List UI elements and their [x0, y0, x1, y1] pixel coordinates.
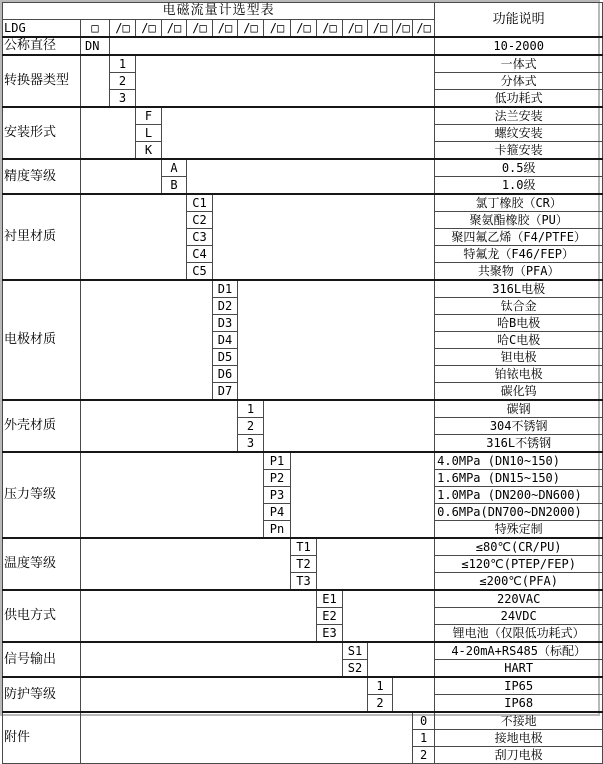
gap-cell	[213, 194, 435, 280]
model-prefix: LDG	[3, 20, 81, 38]
function-cell: 4.0MPa (DN10~150)	[435, 452, 603, 470]
function-cell: 接地电极	[435, 730, 603, 747]
function-cell: 卡箍安装	[435, 142, 603, 160]
gap-cell	[81, 194, 187, 280]
category-label: 衬里材质	[3, 194, 81, 280]
gap-cell	[368, 642, 435, 677]
code-cell: D1	[213, 280, 238, 298]
gap-cell	[81, 452, 264, 538]
category-row	[3, 590, 603, 608]
function-column-header: 功能说明	[435, 3, 603, 38]
code-cell: P4	[264, 504, 291, 521]
category-row	[3, 159, 603, 177]
category-row	[3, 107, 603, 125]
code-cell: D7	[213, 383, 238, 401]
code-cell: 0	[413, 712, 435, 730]
gap-cell	[81, 538, 291, 590]
code-cell: 1	[110, 55, 136, 73]
code-cell: D2	[213, 298, 238, 315]
code-cell: C2	[187, 212, 213, 229]
category-label: 外壳材质	[3, 400, 81, 452]
code-cell: 1	[368, 677, 393, 695]
category-label: 防护等级	[3, 677, 81, 712]
code-cell: C5	[187, 263, 213, 281]
model-slot-box: /□	[136, 20, 162, 38]
category-label: 公称直径	[3, 37, 81, 55]
code-cell: A	[162, 159, 187, 177]
code-cell: B	[162, 177, 187, 195]
code-cell: T2	[291, 556, 317, 573]
model-slot-box: /□	[343, 20, 368, 38]
code-cell: P1	[264, 452, 291, 470]
code-cell: P2	[264, 470, 291, 487]
function-cell: 220VAC	[435, 590, 603, 608]
function-cell: 螺纹安装	[435, 125, 603, 142]
category-label: 安装形式	[3, 107, 81, 159]
code-cell: 2	[413, 747, 435, 764]
function-cell: 法兰安装	[435, 107, 603, 125]
code-cell: 2	[238, 418, 264, 435]
function-cell: 24VDC	[435, 608, 603, 625]
code-cell: E1	[317, 590, 343, 608]
category-row	[3, 37, 603, 55]
code-cell: E2	[317, 608, 343, 625]
function-cell: ≤120℃(PTEP/FEP)	[435, 556, 603, 573]
function-cell: 共聚物（PFA）	[435, 263, 603, 281]
table-title: 电磁流量计选型表	[3, 3, 435, 20]
function-cell: HART	[435, 660, 603, 678]
gap-cell	[81, 55, 110, 107]
gap-cell	[393, 677, 435, 712]
code-cell: D6	[213, 366, 238, 383]
category-label: 附件	[3, 712, 81, 764]
category-label: 电极材质	[3, 280, 81, 400]
category-row	[3, 452, 603, 470]
code-cell: 2	[368, 695, 393, 713]
gap-cell	[162, 107, 435, 159]
title-row	[3, 3, 603, 20]
model-slot-box: /□	[187, 20, 213, 38]
code-cell: 1	[413, 730, 435, 747]
model-slot-box: /□	[213, 20, 238, 38]
category-label: 精度等级	[3, 159, 81, 194]
gap-cell	[136, 55, 435, 107]
model-slot-box: /□	[264, 20, 291, 38]
gap-cell	[317, 538, 435, 590]
model-slot-box: /□	[317, 20, 343, 38]
function-cell: IP68	[435, 695, 603, 713]
gap-cell	[110, 37, 435, 55]
code-cell: C1	[187, 194, 213, 212]
function-cell: IP65	[435, 677, 603, 695]
function-cell: 聚四氟乙烯（F4/PTFE）	[435, 229, 603, 246]
category-label: 供电方式	[3, 590, 81, 642]
category-row	[3, 712, 603, 730]
model-slot-box: □	[81, 20, 110, 38]
function-cell: 聚氨酯橡胶（PU）	[435, 212, 603, 229]
function-cell: 分体式	[435, 73, 603, 90]
gap-cell	[81, 677, 368, 712]
gap-cell	[81, 280, 213, 400]
gap-cell	[81, 712, 413, 764]
gap-cell	[343, 590, 435, 642]
function-cell: 碳钢	[435, 400, 603, 418]
code-cell: L	[136, 125, 162, 142]
category-row	[3, 677, 603, 695]
function-cell: 锂电池（仅限低功耗式）	[435, 625, 603, 643]
model-slot-box: /□	[162, 20, 187, 38]
model-slot-box: /□	[368, 20, 393, 38]
category-row	[3, 642, 603, 660]
function-cell: 1.0级	[435, 177, 603, 195]
category-row	[3, 280, 603, 298]
code-cell: Pn	[264, 521, 291, 539]
code-cell: K	[136, 142, 162, 160]
function-cell: 低功耗式	[435, 90, 603, 108]
function-cell: 0.5级	[435, 159, 603, 177]
model-slot-box: /□	[393, 20, 413, 38]
function-cell: 0.6MPa(DN700~DN2000)	[435, 504, 603, 521]
gap-cell	[238, 280, 435, 400]
model-slot-box: /□	[238, 20, 264, 38]
category-label: 信号输出	[3, 642, 81, 677]
function-cell: 刮刀电极	[435, 747, 603, 764]
function-cell: 一体式	[435, 55, 603, 73]
code-cell: S2	[343, 660, 368, 678]
function-cell: 316L电极	[435, 280, 603, 298]
function-cell: 316L不锈钢	[435, 435, 603, 453]
code-cell: D3	[213, 315, 238, 332]
function-cell: 钽电极	[435, 349, 603, 366]
selection-table	[2, 2, 603, 764]
model-slot-box: /□	[291, 20, 317, 38]
function-cell: 特氟龙（F46/FEP）	[435, 246, 603, 263]
gap-cell	[81, 642, 343, 677]
gap-cell	[187, 159, 435, 194]
code-cell: E3	[317, 625, 343, 643]
category-label: 转换器类型	[3, 55, 81, 107]
code-cell: T3	[291, 573, 317, 591]
code-cell: F	[136, 107, 162, 125]
gap-cell	[81, 107, 136, 159]
function-cell: 铂铱电极	[435, 366, 603, 383]
code-cell: S1	[343, 642, 368, 660]
function-cell: ≤80℃(CR/PU)	[435, 538, 603, 556]
gap-cell	[81, 590, 317, 642]
code-cell: 2	[110, 73, 136, 90]
function-cell: 1.0MPa (DN200~DN600)	[435, 487, 603, 504]
code-cell: 1	[238, 400, 264, 418]
category-label: 压力等级	[3, 452, 81, 538]
category-row	[3, 538, 603, 556]
category-label: 温度等级	[3, 538, 81, 590]
model-slot-box: /□	[413, 20, 435, 38]
code-cell: DN	[81, 37, 110, 55]
category-row	[3, 194, 603, 212]
function-cell: 304不锈钢	[435, 418, 603, 435]
category-row	[3, 55, 603, 73]
function-cell: 4-20mA+RS485（标配）	[435, 642, 603, 660]
code-cell: D4	[213, 332, 238, 349]
function-cell: 碳化钨	[435, 383, 603, 401]
code-cell: 3	[110, 90, 136, 108]
model-slot-box: /□	[110, 20, 136, 38]
gap-cell	[264, 400, 435, 452]
function-cell: 氯丁橡胶（CR）	[435, 194, 603, 212]
function-cell: 钛合金	[435, 298, 603, 315]
code-cell: 3	[238, 435, 264, 453]
code-cell: T1	[291, 538, 317, 556]
function-cell: 哈B电极	[435, 315, 603, 332]
function-cell: 1.6MPa (DN15~150)	[435, 470, 603, 487]
code-cell: C4	[187, 246, 213, 263]
gap-cell	[81, 159, 162, 194]
code-cell: C3	[187, 229, 213, 246]
function-cell: 特殊定制	[435, 521, 603, 539]
function-cell: 哈C电极	[435, 332, 603, 349]
function-cell: ≤200℃(PFA)	[435, 573, 603, 591]
gap-cell	[291, 452, 435, 538]
function-cell: 不接地	[435, 712, 603, 730]
selection-table-body	[3, 3, 603, 764]
code-cell: P3	[264, 487, 291, 504]
category-row	[3, 400, 603, 418]
code-cell: D5	[213, 349, 238, 366]
function-cell: 10-2000	[435, 37, 603, 55]
gap-cell	[81, 400, 238, 452]
